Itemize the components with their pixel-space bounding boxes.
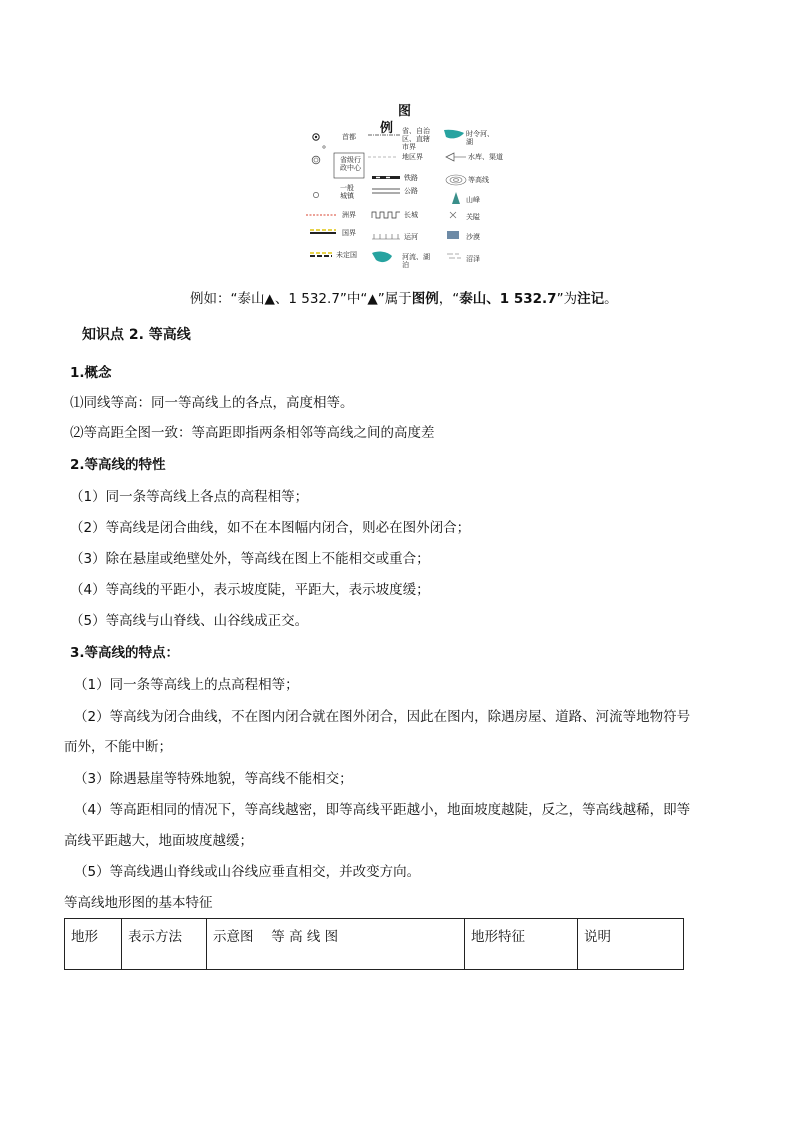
legend-label-highway: 公路: [404, 187, 418, 195]
traits-item: （4）等高线的平距小，表示坡度陡，平距大，表示坡度缓；: [70, 582, 430, 598]
features-item: （4）等高距相同的情况下，等高线越密，即等高线平距越小，地面坡度越陡，反之，等高线越稀，即等: [74, 802, 691, 818]
features-heading: 3.等高线的特点：: [70, 645, 180, 661]
legend-label-contour: 等高线: [468, 176, 489, 184]
traits-item: （2）等高线是闭合曲线，如不在本图幅内闭合，则必在图外闭合；: [70, 520, 471, 536]
legend-label-reservoir: 水库、渠道: [468, 153, 503, 161]
legend-label-peak: 山峰: [466, 196, 480, 204]
example-mid: ，“: [438, 291, 460, 307]
table-header-cell: 表示方法: [122, 919, 207, 970]
traits-item: （1）同一条等高线上各点的高程相等；: [70, 489, 309, 505]
contour-feature-table: [64, 918, 684, 970]
table-header-cell: 示意图 等 高 线 图: [207, 919, 465, 970]
section-title: 知识点 2. 等高线: [82, 327, 191, 343]
great-wall-icon: [372, 212, 400, 218]
traits-item: （5）等高线与山脊线、山谷线成正交。: [70, 613, 309, 629]
legend-label-undefined-border: 未定国: [336, 251, 357, 259]
example-tuli: 图例: [411, 291, 439, 307]
legend-label-capital: 首都: [342, 133, 356, 141]
table-header-cell: 说明: [578, 919, 684, 970]
table-header-cell: 地形: [65, 919, 122, 970]
legend-label-swamp: 沼泽: [466, 255, 480, 263]
legend-label-river-lake: 河流、湖泊: [402, 253, 430, 269]
table-row: [65, 919, 684, 970]
features-item: （1）同一条等高线上的点高程相等；: [74, 677, 299, 693]
legend-label-continent-border: 洲界: [342, 211, 356, 219]
legend-title-bottom: 例: [380, 121, 394, 136]
concept-heading: 1.概念: [70, 365, 112, 381]
concept-point-2: ⑵等高距全图一致：等高距即指两条相邻等高线之间的高度差: [70, 425, 435, 441]
legend-label-desert: 沙漠: [466, 233, 480, 241]
example-zhuji-target: 泰山、1 532.7: [459, 291, 557, 307]
seasonal-river-icon: [444, 130, 464, 139]
peak-icon: [452, 192, 460, 204]
legend-label-prov-line: 地区界: [402, 153, 423, 161]
legend-label-great-wall: 长城: [404, 211, 418, 219]
contour-icon: [446, 175, 466, 185]
legend-label-province-capital: 省级行政中心: [340, 156, 361, 172]
example-mid2: ”为: [556, 291, 578, 307]
example-prefix: 例如：“泰山▲、1 532.7”中“▲”属于: [190, 291, 412, 307]
example-line: [190, 290, 618, 308]
legend-label-railway: 铁路: [404, 174, 418, 182]
example-end: 。: [604, 291, 618, 307]
legend-label-seasonal-river: 时令河、湖: [466, 130, 494, 146]
example-zhuji: 注记: [577, 291, 605, 307]
town-icon: [313, 192, 318, 197]
desert-icon: [447, 231, 459, 239]
swamp-icon: [447, 254, 461, 258]
table-caption: 等高线地形图的基本特征: [64, 895, 213, 911]
province-capital-icon: [312, 156, 320, 164]
reservoir-icon: [446, 153, 454, 161]
legend-label-national-border: 国界: [342, 229, 356, 237]
legend-label-town: 一般城镇: [340, 184, 354, 200]
features-item: （3）除遇悬崖等特殊地貌，等高线不能相交；: [74, 771, 353, 787]
features-item-cont: 而外，不能中断；: [64, 739, 172, 755]
river-lake-icon: [372, 252, 392, 263]
traits-item: （3）除在悬崖或绝壁处外，等高线在图上不能相交或重合；: [70, 551, 430, 567]
table-header-cell: 地形特征: [465, 919, 578, 970]
features-item: （5）等高线遇山脊线或山谷线应垂直相交，并改变方向。: [74, 864, 421, 880]
legend-label-admin-border: 省、自治区、直辖市界: [402, 127, 430, 151]
map-legend: [296, 100, 508, 278]
concept-point-1: ⑴同线等高：同一等高线上的各点，高度相等。: [70, 395, 354, 411]
legend-title-top: 图: [398, 104, 412, 119]
legend-label-canal: 运河: [404, 233, 418, 241]
features-item: （2）等高线为闭合曲线，不在图内闭合就在图外闭合，因此在图内，除遇房屋、道路、河流等地物符号: [74, 709, 691, 725]
features-item-cont: 高线平距越大，地面坡度越缓；: [64, 833, 253, 849]
traits-heading: 2.等高线的特性: [70, 457, 166, 473]
legend-label-pass: 关隘: [466, 213, 480, 221]
